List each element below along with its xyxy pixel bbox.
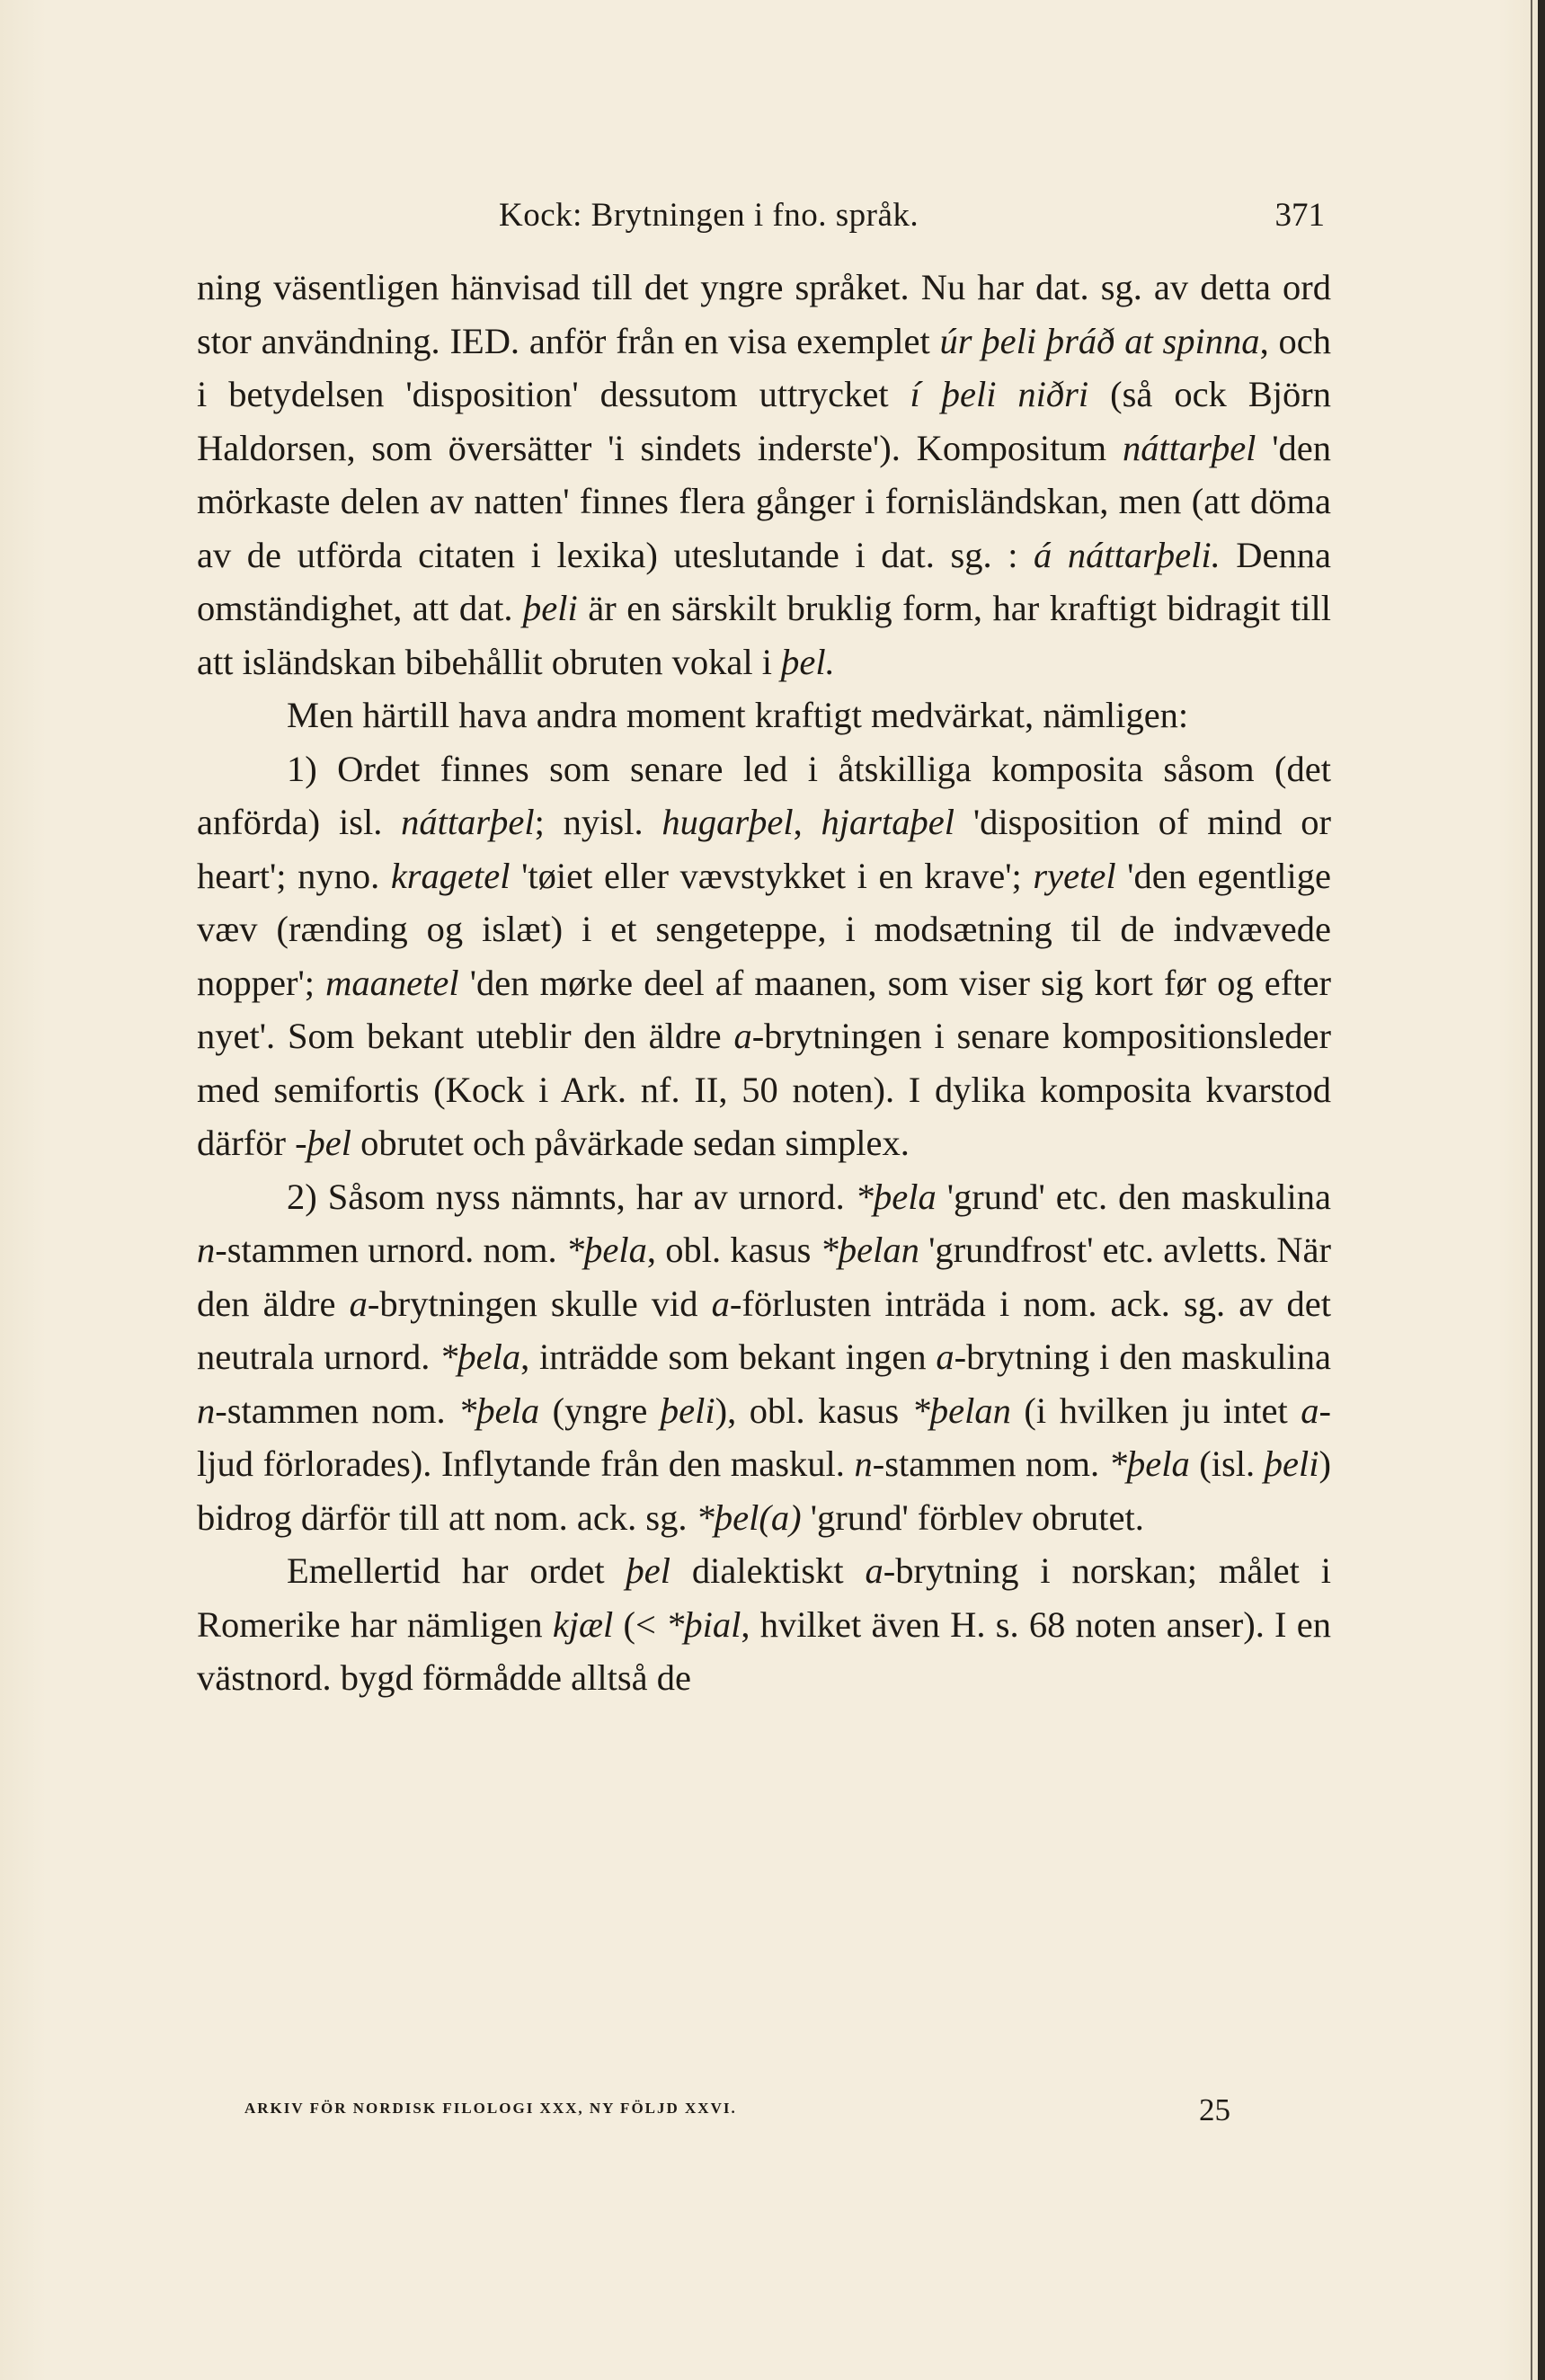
text-run: (i hvilken ju intet xyxy=(1010,1390,1301,1431)
text-run: 'disposition of mind or heart'; nyno. xyxy=(197,802,1332,896)
page-footer xyxy=(0,2091,1545,2136)
italic-term: *þela xyxy=(458,1390,540,1431)
text-run: 1) Ordet finnes som senare led i åtskilliga komposita såsom (det anförda) isl. xyxy=(197,748,1331,842)
text-run: -brytningen skulle vid xyxy=(367,1283,712,1324)
italic-term: þeli xyxy=(660,1390,715,1431)
text-run: -stammen urnord. nom. xyxy=(215,1230,566,1270)
paragraph xyxy=(197,1544,1331,1705)
italic-term: náttarþel xyxy=(401,802,535,842)
italic-term: a xyxy=(349,1283,368,1324)
italic-term: a xyxy=(1301,1390,1319,1431)
italic-term: *þela xyxy=(565,1230,647,1270)
page-number: 371 xyxy=(1274,197,1325,234)
page-edge-line xyxy=(1531,0,1532,2380)
italic-term: *þela xyxy=(440,1337,521,1377)
italic-term: *þel(a) xyxy=(696,1496,802,1538)
text-run: (< xyxy=(613,1603,667,1645)
text-run: -stammen nom. xyxy=(872,1443,1109,1484)
text-run: 'tøiet eller vævstykket i en krave'; xyxy=(510,855,1034,896)
text-run: (yngre xyxy=(539,1390,661,1431)
italic-term: hugarþel xyxy=(662,802,794,842)
text-run: , inträdde som bekant ingen xyxy=(520,1337,937,1377)
text-run: Emellertid har ordet xyxy=(287,1550,626,1591)
signature-number: 25 xyxy=(1199,2092,1230,2127)
italic-term: a xyxy=(711,1283,730,1324)
text-run: -brytningen i senare kompositionsleder med semifortis (Kock i Ark. nf. II, 50 noten). I dylika komposita kvarstod därför xyxy=(197,1016,1331,1163)
italic-term: náttarþel xyxy=(1122,427,1256,468)
italic-term: kragetel xyxy=(390,855,511,896)
italic-term: þel. xyxy=(781,641,835,682)
text-run: Men härtill hava andra moment kraftigt medvärkat, nämligen: xyxy=(287,695,1189,735)
text-run: ; nyisl. xyxy=(534,802,662,842)
italic-term: n xyxy=(197,1230,216,1270)
text-run: obrutet och påvärkade sedan simplex. xyxy=(351,1123,910,1163)
italic-term: a xyxy=(936,1337,955,1377)
text-run: -brytning i norskan; målet i Romerike har nämligen xyxy=(197,1550,1331,1645)
italic-term: *þelan xyxy=(820,1230,919,1270)
italic-term: *þial xyxy=(666,1603,741,1645)
paragraph xyxy=(197,261,1331,688)
italic-term: úr þeli þráð at spinna xyxy=(939,320,1260,361)
body-text xyxy=(197,261,1331,1705)
text-run: -ljud förlorades). Inflytande från den maskul. xyxy=(197,1390,1331,1484)
text-run: 'grund' etc. den maskulina xyxy=(936,1176,1331,1217)
text-run: , xyxy=(793,802,821,842)
italic-term: a xyxy=(865,1550,883,1591)
italic-term: *þelan xyxy=(911,1390,1011,1431)
text-run: är en särskilt bruklig form, har kraftigt bidragit till att isländskan bibehållit obruten vokal i xyxy=(197,588,1331,682)
italic-term: *þela xyxy=(1108,1443,1190,1484)
signature-line: ARKIV FÖR NORDISK FILOLOGI XXX, NY FÖLJD XXVI. xyxy=(244,2100,737,2117)
paragraph xyxy=(197,688,1331,742)
italic-term: þel xyxy=(626,1550,671,1591)
text-run: 'den egentlige væv (rænding og islæt) i et sengeteppe, i modsætning til de indvævede nopper'; xyxy=(197,855,1331,1003)
italic-term: hjartaþel xyxy=(821,802,955,842)
text-run: -förlusten inträda i nom. ack. sg. av det neutrala urnord. xyxy=(197,1283,1331,1377)
italic-term: n xyxy=(854,1443,873,1484)
text-run: ning väsentligen hänvisad till det yngre språket. Nu har dat. sg. av detta ord stor användning. IED. anför från en visa exemplet xyxy=(197,267,1331,361)
italic-term: a xyxy=(733,1016,752,1056)
text-run: -brytning i den maskulina xyxy=(954,1337,1331,1377)
text-run: 'grundfrost' etc. avletts. När den äldre xyxy=(197,1230,1332,1324)
text-run: 'grund' förblev obrutet. xyxy=(801,1496,1144,1538)
text-run: (så ock Björn Haldorsen, som översätter 'i sindets inderste'). Kompositum xyxy=(197,374,1331,468)
italic-term: þeli xyxy=(523,588,578,628)
running-header xyxy=(0,196,1545,241)
italic-term: -þel xyxy=(295,1123,352,1163)
paragraph xyxy=(197,742,1331,1170)
italic-term: *þela xyxy=(855,1176,937,1217)
text-run: 'den mörkaste delen av natten' finnes flera gånger i fornisländskan, men (att döma av de utförda citaten i lexika) uteslutande i dat. sg. : xyxy=(197,427,1331,575)
text-run: dialektiskt xyxy=(670,1550,866,1591)
text-run: , hvilket även H. s. 68 noten anser). I en västnord. bygd förmådde alltså de xyxy=(197,1603,1331,1698)
paragraph xyxy=(197,1170,1331,1545)
text-run: , och i betydelsen 'disposition' dessutom uttrycket xyxy=(197,320,1331,414)
text-run: ) bidrog därför till att nom. ack. sg. xyxy=(197,1443,1331,1538)
text-run: (isl. xyxy=(1189,1443,1265,1484)
italic-term: n xyxy=(197,1390,216,1431)
italic-term: ryetel xyxy=(1033,855,1116,896)
text-run: , obl. kasus xyxy=(646,1230,821,1270)
italic-term: kjæl xyxy=(552,1603,614,1645)
text-run: ), obl. kasus xyxy=(715,1390,912,1431)
text-run: Denna omständighet, att dat. xyxy=(197,534,1331,628)
text-run: 'den mørke deel af maanen, som viser sig kort før og efter nyet'. Som bekant uteblir den äldre xyxy=(197,962,1331,1056)
page-edge-shadow xyxy=(1538,0,1545,2380)
text-run: -stammen nom. xyxy=(215,1390,459,1431)
italic-term: á náttarþeli. xyxy=(1034,534,1221,575)
italic-term: þeli xyxy=(1264,1443,1319,1484)
italic-term: í þeli niðri xyxy=(910,374,1089,414)
running-title: Kock: Brytningen i fno. språk. xyxy=(499,197,919,234)
italic-term: maanetel xyxy=(325,962,459,1003)
text-run: 2) Såsom nyss nämnts, har av urnord. xyxy=(287,1176,856,1217)
